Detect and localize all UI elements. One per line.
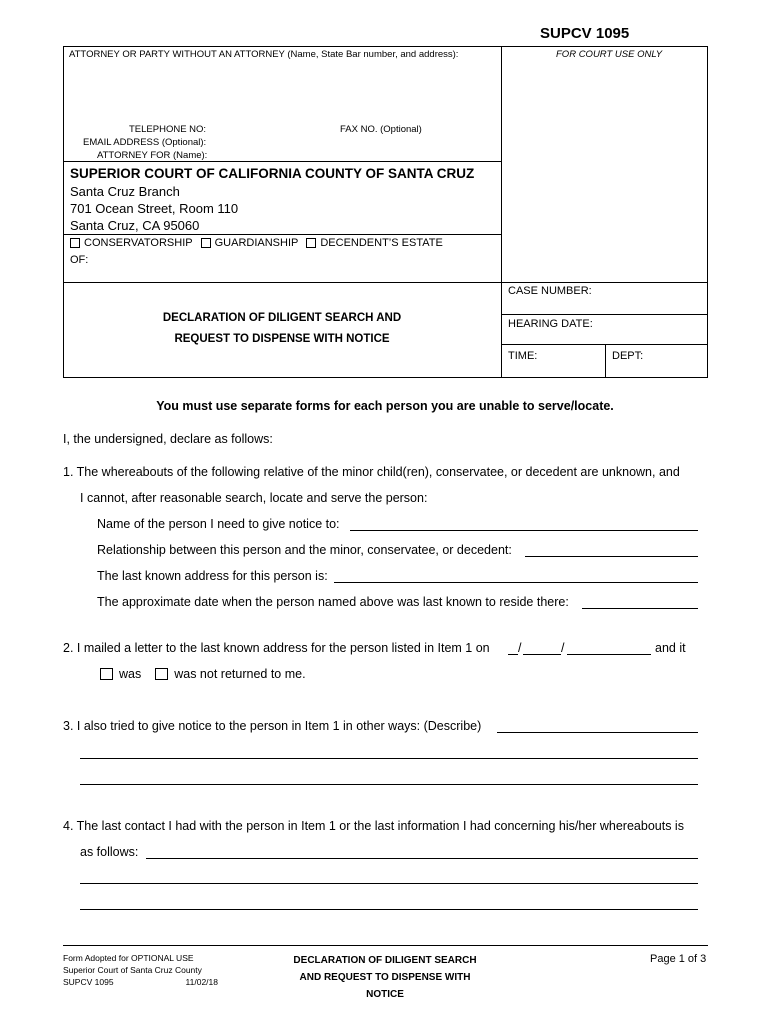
was-label: was — [119, 667, 142, 681]
court-use-only: FOR COURT USE ONLY — [556, 49, 663, 60]
was-returned-checkbox[interactable] — [100, 668, 113, 680]
footer-left — [63, 952, 218, 988]
case-number-divider — [501, 314, 708, 315]
title-divider — [64, 282, 708, 283]
footer-title-line3: NOTICE — [366, 989, 404, 1000]
was-not-label: was not returned to me. — [174, 667, 306, 681]
court-name: SUPERIOR COURT OF CALIFORNIA COUNTY OF SANTA CRUZ — [70, 166, 475, 181]
attorney-label: ATTORNEY OR PARTY WITHOUT AN ATTORNEY (Name, State Bar number, and address): — [69, 49, 459, 60]
intro: I, the undersigned, declare as follows: — [63, 432, 273, 446]
court-branch: Santa Cruz Branch — [70, 184, 180, 199]
footer-title — [280, 952, 490, 1003]
item1-address-field[interactable] — [334, 582, 698, 583]
footer-court: Superior Court of Santa Cruz County — [63, 965, 202, 975]
dept-label: DEPT: — [612, 350, 644, 362]
item3-field-2[interactable] — [80, 758, 698, 759]
instruction: You must use separate forms for each person you are unable to serve/locate. — [156, 399, 614, 413]
email-label: EMAIL ADDRESS (Optional): — [83, 137, 207, 148]
item1-address-label: The last known address for this person is: — [97, 569, 328, 583]
footer-form-id: SUPCV 1095 — [63, 977, 114, 987]
item1-relationship-label: Relationship between this person and the minor, conservatee, or decedent: — [97, 543, 512, 557]
footer-adopted: Form Adopted for OPTIONAL USE — [63, 953, 194, 963]
item2-returned-row — [100, 667, 306, 681]
time-label: TIME: — [508, 350, 538, 362]
date-separator-1: / — [518, 641, 522, 655]
date-separator-2: / — [561, 641, 565, 655]
guardianship-label: GUARDIANSHIP — [214, 237, 299, 249]
form-id: SUPCV 1095 — [540, 25, 630, 42]
conservatorship-label: CONSERVATORSHIP — [84, 237, 193, 249]
item4-field-3[interactable] — [80, 909, 698, 910]
decedent-estate-checkbox[interactable] — [306, 238, 316, 248]
footer-rule — [63, 945, 708, 946]
footer-title-line1: DECLARATION OF DILIGENT SEARCH — [293, 955, 477, 966]
item4-field-1[interactable] — [146, 858, 698, 859]
item1-line2: I cannot, after reasonable search, locate and serve the person: — [80, 491, 428, 505]
item2-year-field[interactable] — [567, 654, 651, 655]
decedent-estate-label: DECENDENT’S ESTATE — [320, 237, 443, 249]
item1-name-label: Name of the person I need to give notice to: — [97, 517, 340, 531]
guardianship-checkbox[interactable] — [201, 238, 211, 248]
page-number: Page 1 of 3 — [650, 953, 707, 965]
caption-divider — [501, 47, 502, 378]
item2-line1: 2. I mailed a letter to the last known address for the person listed in Item 1 on — [63, 641, 490, 655]
telephone-label: TELEPHONE NO: — [129, 124, 207, 135]
item1-date-label: The approximate date when the person named above was last known to reside there: — [97, 595, 569, 609]
item1-line1: 1. The whereabouts of the following relative of the minor child(ren), conservatee, or decedent are unknown, and — [63, 465, 680, 479]
form-title-line1: DECLARATION OF DILIGENT SEARCH AND — [162, 312, 402, 324]
footer-form-date — [63, 976, 218, 988]
court-city: Santa Cruz, CA 95060 — [70, 218, 200, 233]
item3-label: 3. I also tried to give notice to the person in Item 1 in other ways: (Describe) — [63, 719, 482, 733]
item1-name-field[interactable] — [350, 530, 698, 531]
fax-label: FAX NO. (Optional) — [340, 124, 422, 135]
footer-title-line2: AND REQUEST TO DISPENSE WITH — [299, 972, 471, 983]
footer-date: 11/02/18 — [185, 977, 218, 987]
form-title-line2: REQUEST TO DISPENSE WITH NOTICE — [174, 333, 390, 345]
item2-and-it: and it — [655, 641, 686, 655]
item1-relationship-field[interactable] — [525, 556, 698, 557]
case-type-row — [70, 237, 443, 249]
item2-day-field[interactable] — [523, 654, 561, 655]
was-not-returned-checkbox[interactable] — [155, 668, 168, 680]
attorney-input-area[interactable] — [66, 64, 498, 122]
hearing-date-label: HEARING DATE: — [508, 318, 593, 330]
item4-field-2[interactable] — [80, 883, 698, 884]
case-number-label: CASE NUMBER: — [508, 285, 592, 297]
time-dept-divider — [605, 344, 606, 378]
attorney-for-label: ATTORNEY FOR (Name): — [97, 150, 208, 161]
item4-line1: 4. The last contact I had with the person in Item 1 or the last information I had concerning his/her whereabouts is — [63, 819, 684, 833]
court-street: 701 Ocean Street, Room 110 — [70, 201, 239, 216]
item3-field-3[interactable] — [80, 784, 698, 785]
conservatorship-checkbox[interactable] — [70, 238, 80, 248]
attorney-divider — [64, 161, 501, 162]
item3-field-1[interactable] — [497, 732, 698, 733]
court-divider — [64, 234, 501, 235]
item1-date-field[interactable] — [582, 608, 698, 609]
of-label: OF: — [70, 254, 89, 266]
item2-month-field[interactable] — [508, 654, 518, 655]
item4-line2: as follows: — [80, 845, 139, 859]
